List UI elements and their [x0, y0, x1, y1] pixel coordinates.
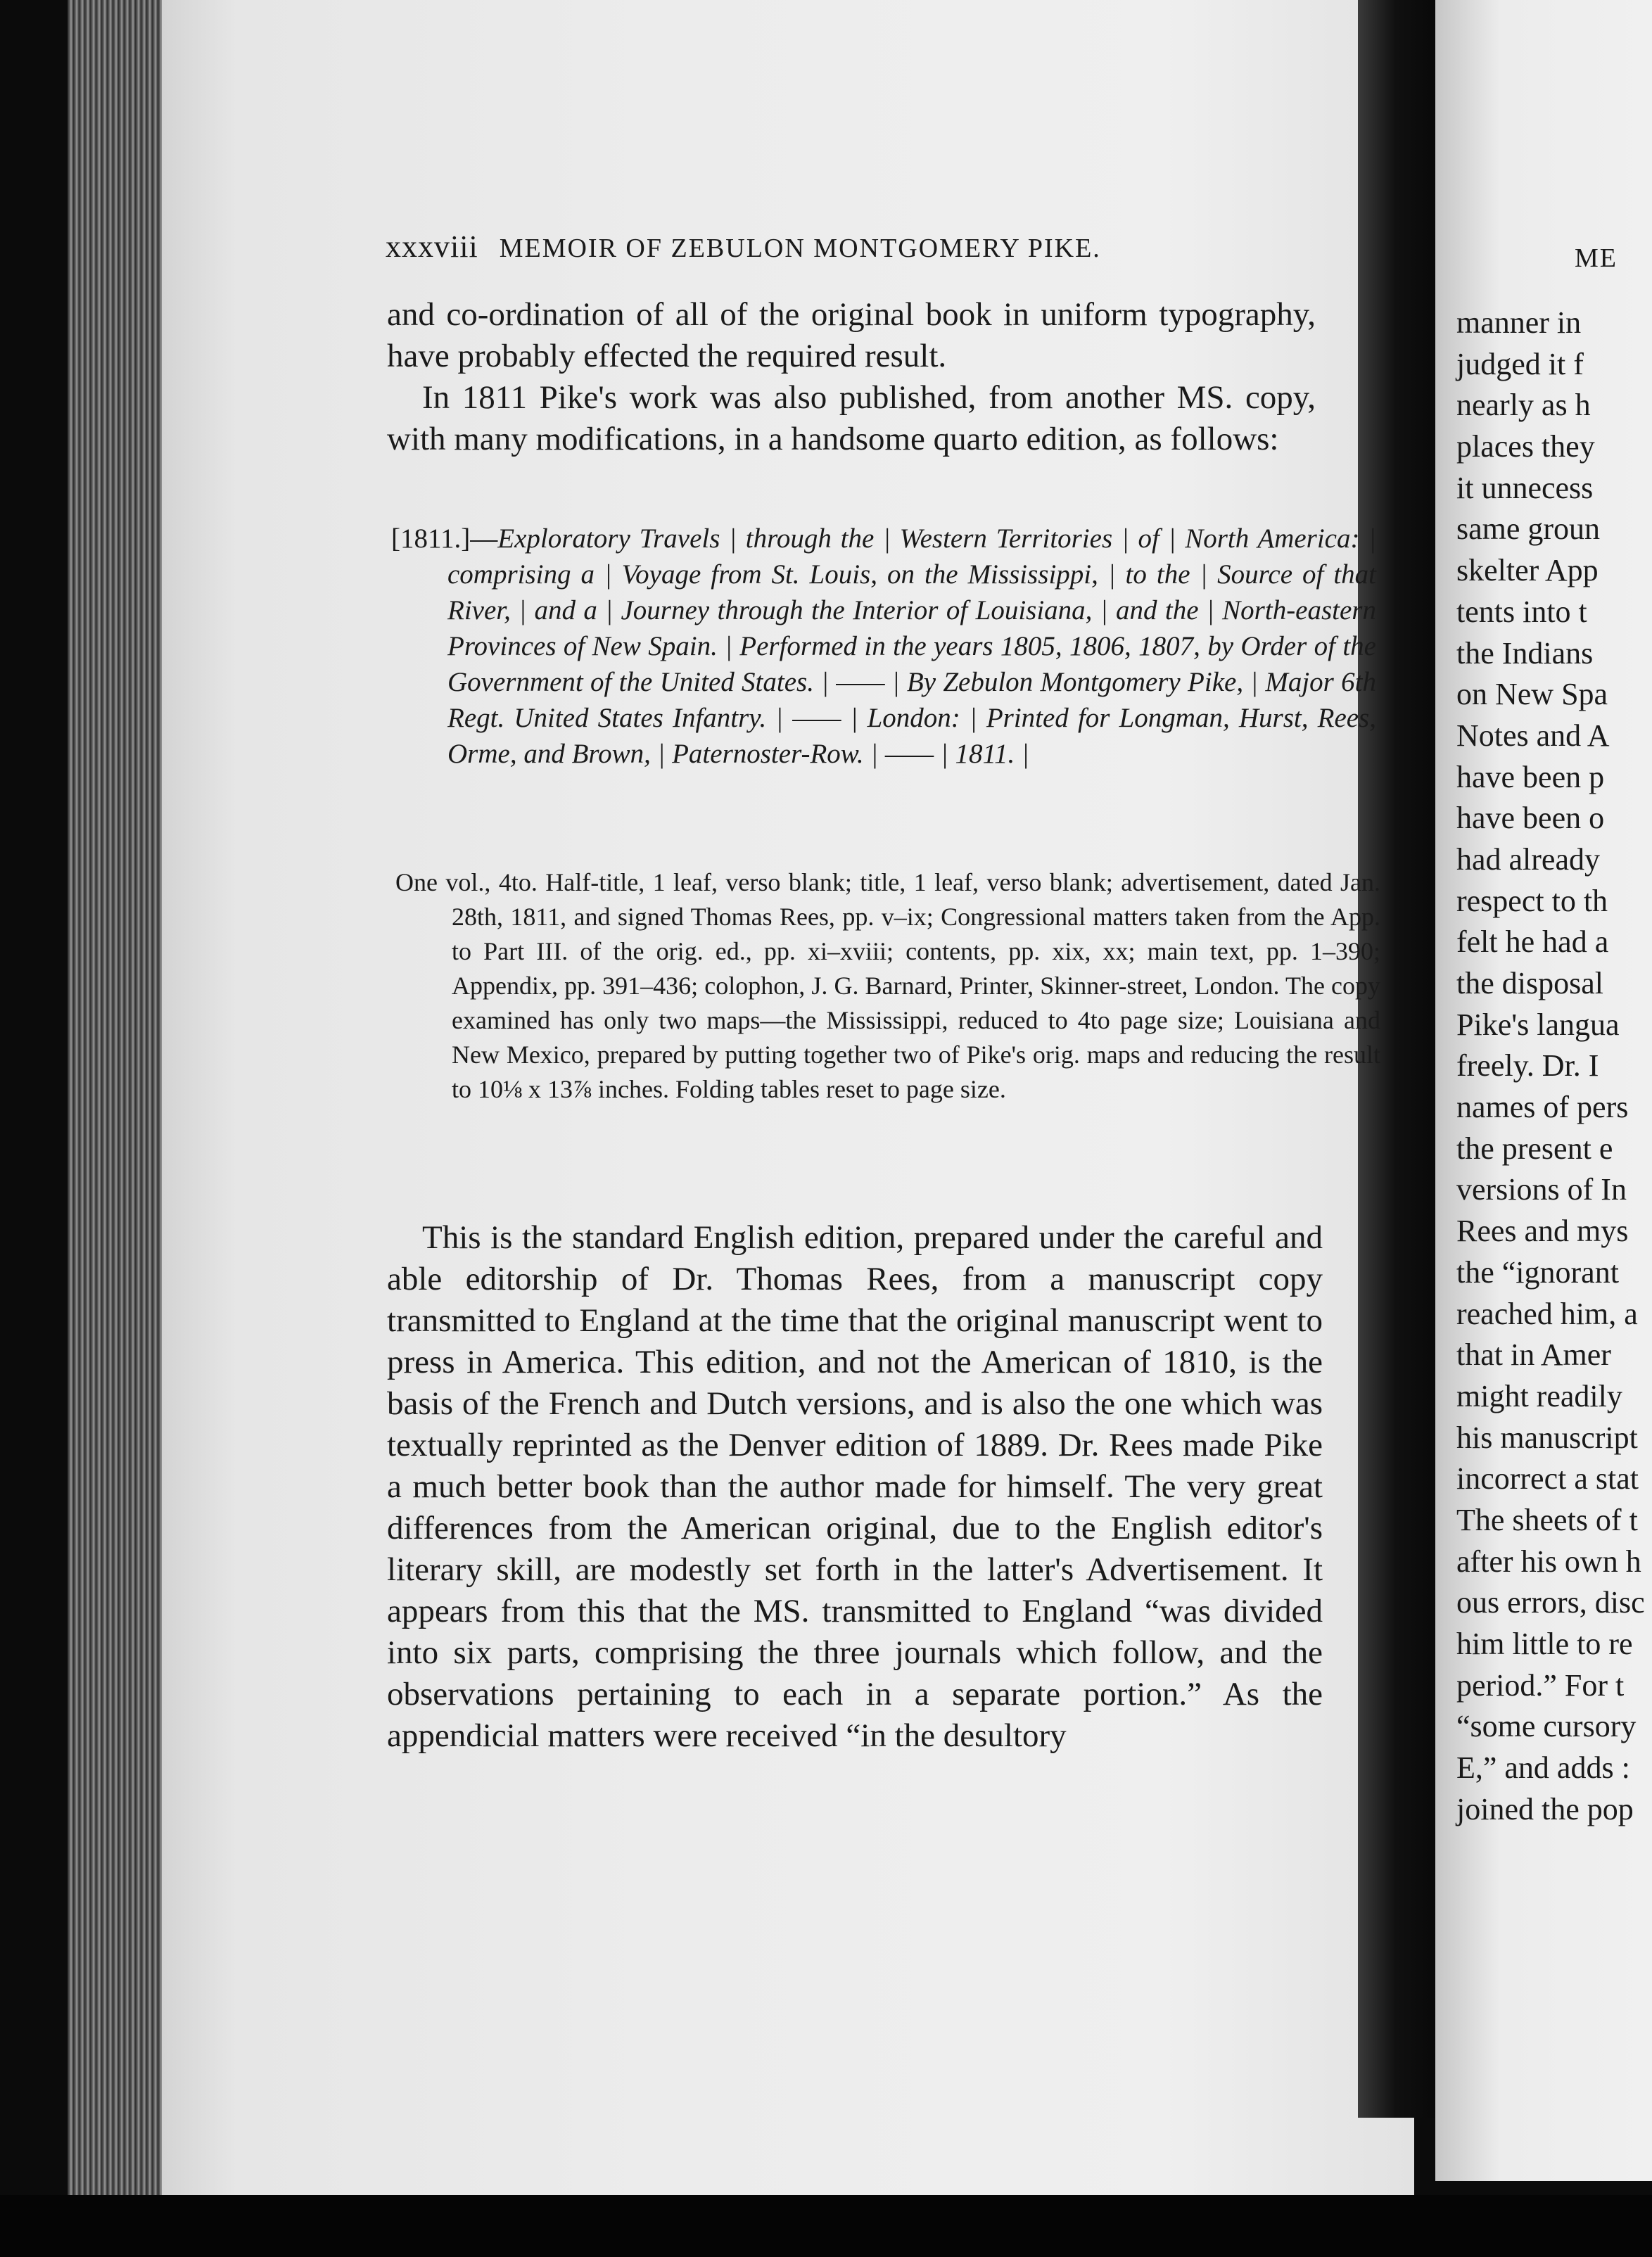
- right-page-line: ous errors, disc: [1456, 1585, 1645, 1620]
- right-page-line: the disposal: [1456, 966, 1603, 1000]
- paragraph-3-text: This is the standard English edition, prepared under the careful and able editorship of Dr. Thomas Rees, from a manuscript copy transmitted to England at the time that the original manuscript went to press in America. This edition, and not the American of 1810, is the basis of the French and Dutch versions, and is also the one which was textually reprinted as the Denver edition of 1889. Dr. Rees made Pike a much better book than the author made for himself. The very great differences from the American original, due to the English editor's literary skill, are modestly set forth in the latter's Advertisement. It appears from this that the MS. transmitted to England “was divided into six parts, comprising the three journals which follow, and the observations pertaining to each in a separate portion.” As the appendicial matters were received “in the desultory: [387, 1219, 1323, 1754]
- right-page-line: versions of In: [1456, 1172, 1627, 1207]
- right-page-line: incorrect a stat: [1456, 1461, 1639, 1496]
- paragraph-2: [387, 377, 1316, 460]
- right-page-line: joined the pop: [1456, 1791, 1634, 1826]
- right-page-line: the “ignorant: [1456, 1254, 1619, 1290]
- right-page-line: Pike's langua: [1456, 1007, 1620, 1042]
- right-page-line: “some cursory: [1456, 1709, 1637, 1744]
- paragraph-1-text: and co-ordination of all of the original book in uniform typography, have probably effected the required result.: [387, 296, 1316, 374]
- paragraph-1: [387, 294, 1316, 377]
- right-page-line: it unnecess: [1456, 470, 1594, 505]
- right-page-line: Notes and A: [1456, 718, 1610, 753]
- right-page-line: reached him, a: [1456, 1296, 1638, 1331]
- paragraph-3: [387, 1217, 1323, 1757]
- right-page-line: E,” and adds :: [1456, 1750, 1630, 1786]
- right-page-line: respect to th: [1456, 883, 1608, 918]
- right-page-line: that in Amer: [1456, 1337, 1611, 1373]
- right-page-line: places they: [1456, 429, 1595, 464]
- right-page-line: The sheets of t: [1456, 1502, 1638, 1537]
- right-page-line: the Indians: [1456, 635, 1594, 670]
- right-page-line: his manuscript: [1456, 1420, 1638, 1455]
- right-page-line: have been o: [1456, 801, 1605, 836]
- scan-border: [0, 2195, 1652, 2257]
- right-page-line: have been p: [1456, 759, 1605, 794]
- right-page-line: period.” For t: [1456, 1667, 1625, 1703]
- right-page-line: judged it f: [1456, 346, 1584, 381]
- right-page-line: same groun: [1456, 511, 1601, 547]
- right-page-line: the present e: [1456, 1131, 1613, 1166]
- right-page-line: might readily: [1456, 1378, 1622, 1413]
- right-page-line: felt he had a: [1456, 924, 1609, 960]
- right-page-line: Rees and mys: [1456, 1214, 1629, 1249]
- collation-note: One vol., 4to. Half-title, 1 leaf, verso blank; title, 1 leaf, verso blank; advertisement, dated Jan. 28th, 1811, and signed Thomas Rees, pp. v–ix; Congressional matters taken from the App. to Part III. of the orig. ed., pp. xi–xviii; contents, pp. xix, xx; main text, pp. 1–390; Appendix, pp. 391–436; colophon, J. G. Barnard, Printer, Skinner-street, London. The copy examined has only two maps—the Mississippi, reduced to 4to page size; Louisiana and New Mexico, prepared by putting together two of Pike's orig. maps and reducing the result to 10⅛ x 13⅞ inches. Folding tables reset to page size.: [395, 868, 1380, 1103]
- biblio-date: [1811.]—: [391, 523, 498, 554]
- right-page-line: tents into t: [1456, 594, 1587, 629]
- bibliographic-entry: [391, 521, 1376, 772]
- right-page-line: after his own h: [1456, 1544, 1641, 1579]
- right-page-line: skelter App: [1456, 553, 1599, 588]
- right-page-line: on New Spa: [1456, 677, 1608, 712]
- right-page-line: nearly as h: [1456, 388, 1591, 423]
- biblio-title-transcription: Exploratory Travels | through the | Western Territories | of | North America: | comprising a | Voyage from St. Louis, on the Mississippi, | to the | Source of that River, | and a | Journey through the Interior of Louisiana, | and the | North-eastern Provinces of New Spain. | Performed in the years 1805, 1806, 1807, by Order of the Government of the United States. | —— | By Zebulon Montgomery Pike, | Major 6th Regt. United States Infantry. | —— | London: | Printed for Longman, Hurst, Rees, Orme, and Brown, | Paternoster-Row. | —— | 1811. |: [447, 523, 1376, 769]
- right-page-line: had already: [1456, 841, 1600, 877]
- running-title: MEMOIR OF ZEBULON MONTGOMERY PIKE.: [499, 234, 1101, 263]
- right-page-line: freely. Dr. I: [1456, 1048, 1599, 1083]
- right-page-line: manner in: [1456, 305, 1582, 340]
- right-running-head: ME: [1575, 243, 1618, 273]
- page-number: xxxviii: [386, 229, 478, 264]
- right-page-line: him little to re: [1456, 1627, 1633, 1661]
- right-page-text: [1456, 303, 1652, 1830]
- paragraph-2-text: In 1811 Pike's work was also published, from another MS. copy, with many modifications, in a handsome quarto edition, as follows:: [387, 379, 1316, 457]
- right-page-line: names of pers: [1456, 1090, 1629, 1125]
- running-head: [386, 229, 1223, 265]
- right-page: [1435, 0, 1652, 2181]
